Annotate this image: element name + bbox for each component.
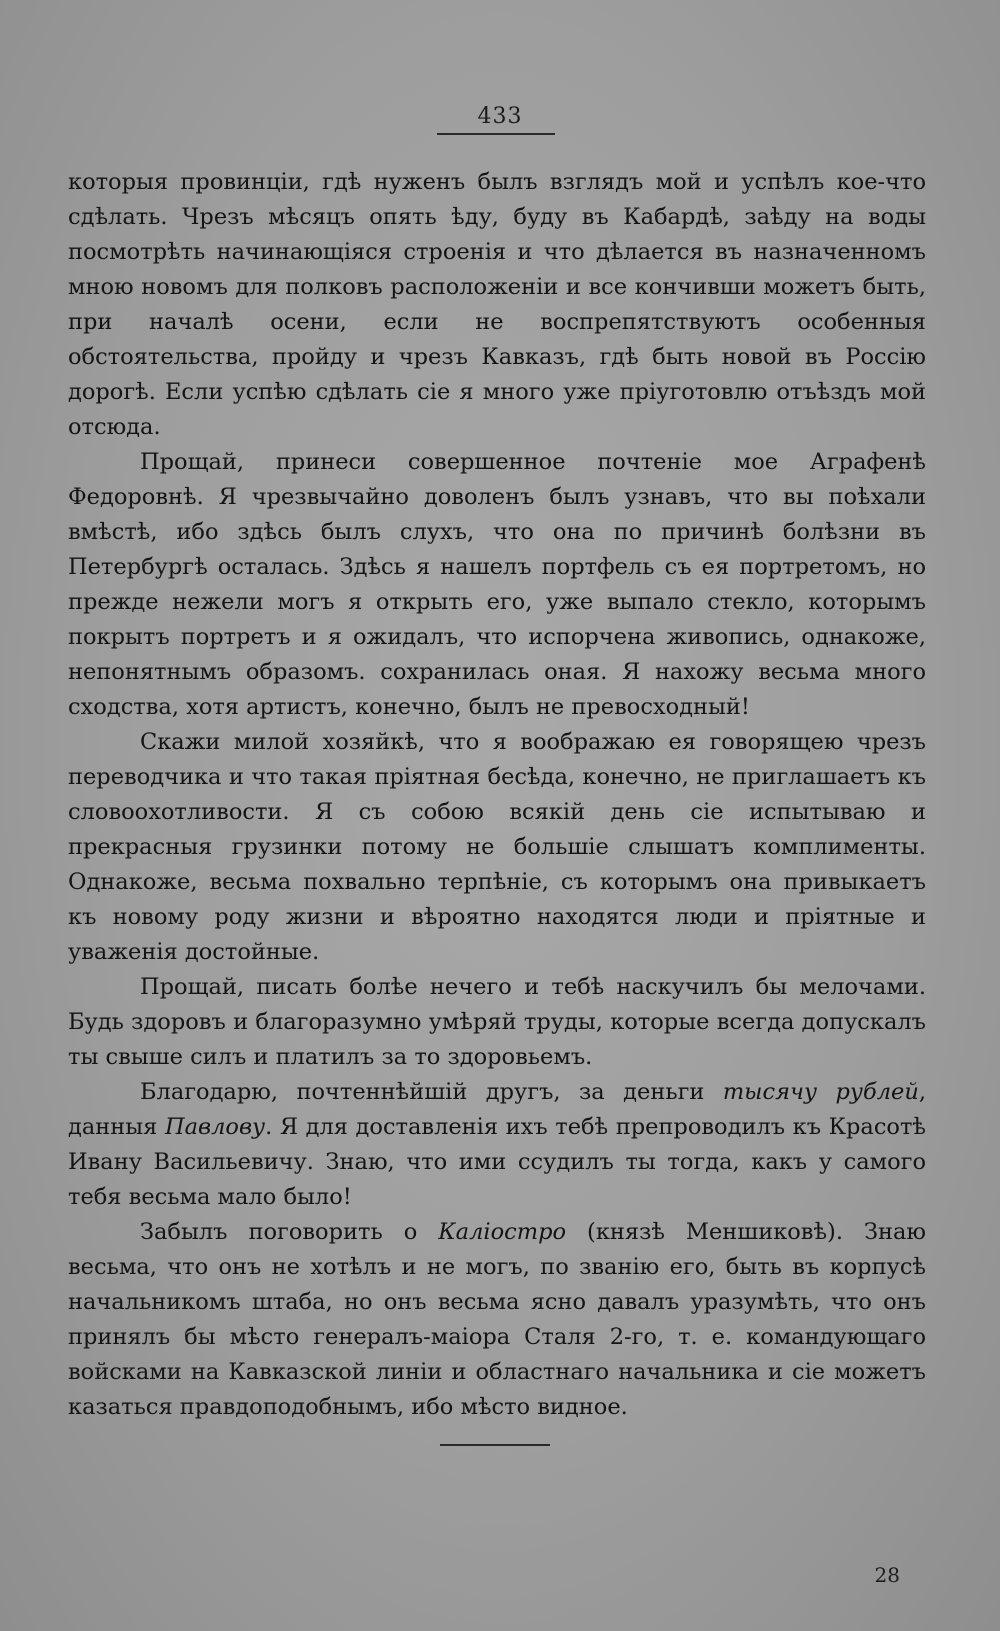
paragraph [68,1075,926,1215]
paragraph [68,970,926,1075]
paragraph-text: Скажи милой хозяйкѣ, что я воображаю ея говорящею чрезъ переводчика и что такая пріятная бесѣда, конечно, не приглашаетъ къ словоохотливости. Я съ собою всякій день сіе испытываю и прекрасныя грузинки потому не большіе слышатъ комплименты. Однакоже, весьма похвально терпѣніе, съ которымъ она привыкаетъ къ новому роду жизни и вѣроятно находятся люди и пріятные и уваженія достойные. [68,729,926,965]
italic-text: Павлову [164,1114,266,1140]
paragraph-text: которыя провинціи, гдѣ нуженъ былъ взглядъ мой и успѣлъ кое-что сдѣлать. Чрезъ мѣсяцъ опять ѣду, буду въ Кабардѣ, заѣду на воды посмотрѣть начинающіяся строенія и что дѣлается въ назначенномъ мною новомъ для полковъ расположеніи и все кончивши можетъ быть, при началѣ осени, если не воспрепятствуютъ особенныя обстоятельства, пройду и чрезъ Кавказъ, гдѣ быть новой въ Россію дорогѣ. Если успѣю сдѣлать сіе я много уже пріуготовлю отъѣздъ мой отсюда. [68,169,926,440]
paragraph-text: Прощай, писать болѣе нечего и тебѣ наскучилъ бы мелочами. Будь здоровъ и благоразумно умѣряй труды, которые всегда допускалъ ты свыше силъ и платилъ за то здоровьемъ. [68,974,926,1070]
paragraph-text: Благодарю, почтеннѣйшій другъ, за деньги [140,1079,723,1105]
paragraph [68,1215,926,1425]
signature-mark: 28 [874,1563,900,1587]
paragraph-text: Прощай, принеси совершенное почтеніе мое Аграфенѣ Федоровнѣ. Я чрезвычайно доволенъ былъ узнавъ, что вы поѣхали вмѣстѣ, ибо здѣсь былъ слухъ, что она по причинѣ болѣзни въ Петербургѣ осталась. Здѣсь я нашелъ портфель съ ея портретомъ, но прежде нежели могъ я открыть его, уже выпало стекло, которымъ покрытъ портретъ и я ожидалъ, что испорчена живопись, однакоже, непонятнымъ образомъ. сохранилась оная. Я нахожу весьма много сходства, хотя артистъ, конечно, былъ не превосходный! [68,449,926,720]
paragraph-text: . Я для доставленія ихъ тебѣ препроводилъ къ Красотѣ Ивану Васильевичу. Знаю, что ими ссудилъ ты тогда, какъ у самого тебя весьма мало было! [68,1114,926,1210]
paragraph-text: , данныя [68,1079,927,1140]
footer-rule [440,1444,550,1446]
italic-text: Каліостро [438,1219,567,1245]
page-number: 433 [477,104,523,129]
paragraph [68,165,926,445]
paragraph [68,445,926,725]
body-text [68,165,926,1425]
paragraph-text: Забылъ поговорить о [140,1219,439,1245]
paragraph [68,725,926,970]
paragraph-text: (князѣ Меншиковѣ). Знаю весьма, что онъ не хотѣлъ и не могъ, по званію его, быть въ корпусѣ начальникомъ штаба, но онъ весьма ясно давалъ уразумѣть, что онъ принялъ бы мѣсто генералъ-маіора Сталя 2-го, т. е. командующаго войсками на Кавказской линіи и областнаго начальника и сіе можетъ казаться правдоподобнымъ, ибо мѣсто видное. [68,1219,926,1420]
italic-text: тысячу рублей [722,1079,919,1105]
header-rule [437,133,555,135]
